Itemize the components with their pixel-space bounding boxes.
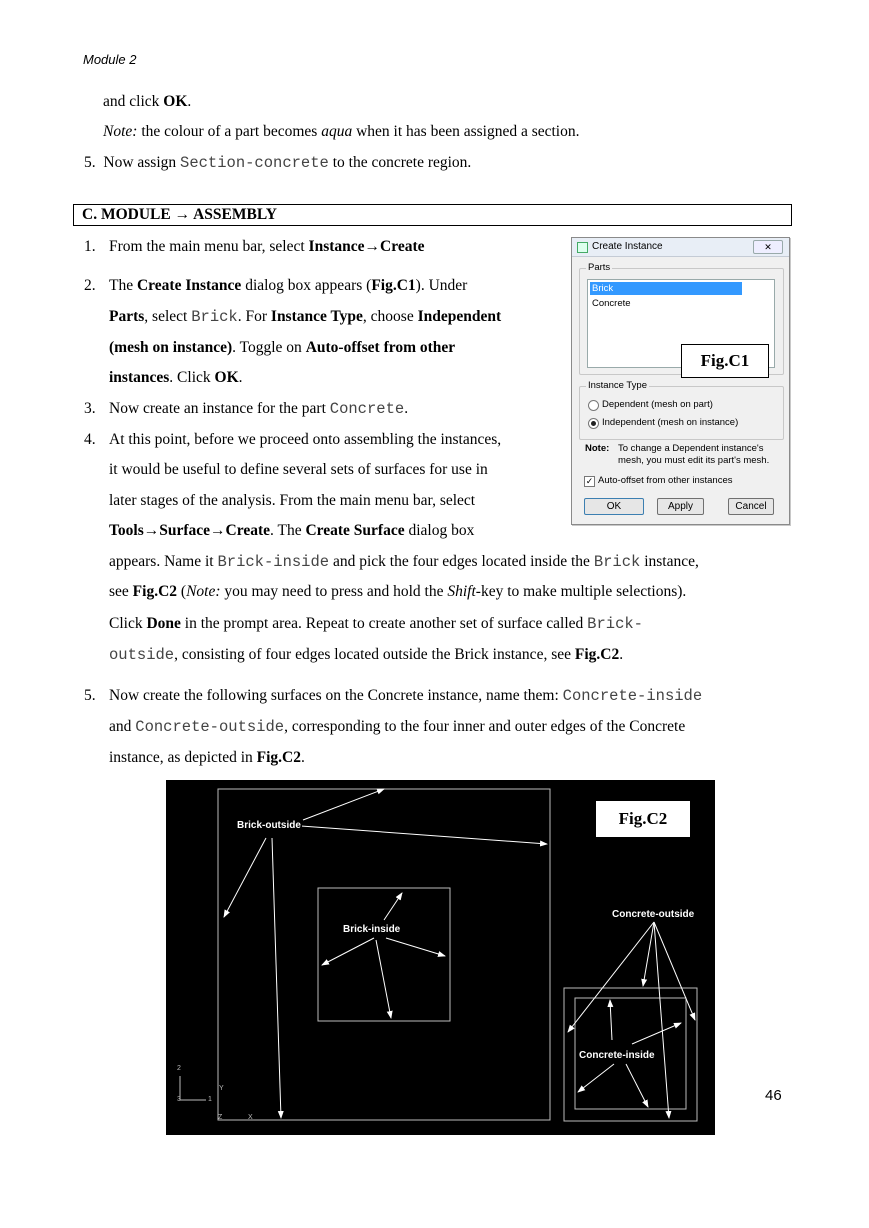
axis-label-1: 1: [208, 1096, 212, 1103]
text: .: [238, 369, 243, 386]
step-number: 3.: [84, 400, 96, 417]
bold-text: Fig.C2: [132, 583, 178, 600]
italic-text: aqua: [321, 123, 353, 140]
bold-text: Independent: [417, 308, 502, 325]
text: -key to make multiple selections).: [475, 583, 687, 600]
bold-text: Fig.C1: [371, 277, 416, 294]
italic-text: Shift: [447, 583, 476, 600]
text: The: [109, 277, 137, 294]
close-button[interactable]: ✕: [753, 240, 783, 254]
bold-text: (mesh on instance): [109, 339, 233, 356]
code-text: Brick-inside: [217, 553, 330, 571]
arrow: [386, 938, 445, 956]
apply-button[interactable]: Apply: [657, 498, 704, 515]
bold-text: Tools→Surface→Create: [109, 522, 271, 539]
axis-label-y: Y: [219, 1085, 224, 1092]
bold-text: Done: [146, 615, 181, 632]
bold-text: Create Surface: [305, 522, 405, 539]
step-5-prev: [84, 154, 471, 172]
arrow: [643, 922, 654, 986]
group-label: Instance Type: [588, 380, 647, 391]
text: , consisting of four edges located outside the Brick instance, see: [174, 646, 575, 663]
text: see: [109, 583, 133, 600]
note-label: Note:: [186, 583, 221, 600]
step-2-line-2: [109, 308, 501, 326]
step-number: 4.: [84, 431, 96, 448]
step-4-line-4: [109, 522, 474, 540]
intro-line: [103, 93, 191, 111]
bold-text: instances: [109, 369, 170, 386]
section-title: C. MODULE → ASSEMBLY: [82, 206, 277, 223]
bold-text: Auto-offset from other: [305, 339, 456, 356]
radio-label: Independent (mesh on instance): [602, 417, 739, 428]
text: in the prompt area. Repeat to create another set of surface called: [180, 615, 588, 632]
bold-text: Fig.C2: [574, 646, 620, 663]
list-item-concrete[interactable]: Concrete: [592, 298, 631, 309]
code-text: Section-concrete: [180, 154, 329, 172]
arrow: [272, 838, 281, 1118]
code-text: Concrete-outside: [135, 718, 285, 736]
step-4-line-6: [109, 583, 686, 601]
text: instance,: [640, 553, 699, 570]
auto-offset-checkbox[interactable]: ✓: [585, 476, 594, 486]
arrow: [224, 838, 266, 917]
bold-text: OK: [214, 369, 239, 386]
page-number: 46: [765, 1087, 782, 1104]
fig-c1-label: Fig.C1: [681, 344, 769, 378]
arrow: [303, 789, 384, 820]
step-2-line-3: [109, 339, 455, 357]
instance-type-group: [579, 380, 784, 440]
axis-label-3: 3: [177, 1096, 181, 1103]
code-text: Brick: [593, 553, 641, 571]
step-4-line-5: [109, 553, 699, 571]
code-text: Concrete: [329, 400, 405, 418]
text: .: [300, 749, 305, 766]
step-5-line-2: [109, 718, 685, 736]
dialog-note-label: Note:: [585, 443, 610, 454]
text: and pick the four edges located inside the: [329, 553, 594, 570]
text: (: [177, 583, 187, 600]
bold-text: Fig.C2: [256, 749, 301, 766]
text: . Click: [169, 369, 215, 386]
arrow: [384, 893, 402, 920]
code-text: Brick-: [587, 615, 643, 633]
text: .: [619, 646, 624, 663]
text: you may need to press and hold the: [220, 583, 448, 600]
arrow: [301, 826, 547, 844]
dialog-note-text: mesh, you must edit its part's mesh.: [618, 455, 770, 466]
brick-outside-label: Brick-outside: [237, 820, 301, 831]
text: Now assign: [103, 154, 181, 171]
text: , corresponding to the four inner and outer edges of the Concrete: [284, 718, 686, 735]
text: Click: [109, 615, 147, 632]
radio-independent[interactable]: [588, 418, 599, 429]
running-header: Module 2: [83, 52, 137, 67]
bold-text: Create Instance: [136, 277, 242, 294]
step-5-line-3: [109, 749, 305, 767]
step-number: 1.: [84, 238, 96, 255]
step-4-line-7: [109, 615, 643, 633]
axis-label-z: Z: [218, 1114, 223, 1121]
arrow: [376, 940, 391, 1018]
dialog-titlebar[interactable]: [572, 238, 789, 257]
concrete-inside-label: Concrete-inside: [579, 1050, 655, 1061]
arrow: [610, 1000, 612, 1040]
bold-text: Instance→Create: [308, 238, 425, 255]
step-2-line-4: [109, 369, 243, 387]
arrow: [322, 938, 374, 965]
code-text: Concrete-inside: [562, 687, 703, 705]
assembly-viewport: [166, 780, 715, 1135]
text: dialog box: [404, 522, 475, 539]
text: ). Under: [415, 277, 468, 294]
text: .: [187, 93, 192, 110]
section-header: [73, 204, 792, 226]
create-instance-dialog: [571, 237, 790, 525]
bold-text: OK: [163, 93, 188, 110]
step-4-line-3: later stages of the analysis. From the main menu bar, select: [109, 492, 476, 509]
text: Now create the following surfaces on the Concrete instance, name them:: [109, 687, 563, 704]
text: , choose: [362, 308, 418, 325]
step-number: 5.: [84, 154, 96, 171]
text: From the main menu bar, select: [109, 238, 309, 255]
text: . For: [237, 308, 271, 325]
radio-dependent[interactable]: [588, 400, 599, 411]
text: dialog box appears (: [241, 277, 372, 294]
brick-inside-label: Brick-inside: [343, 924, 401, 935]
bold-text: Instance Type: [270, 308, 363, 325]
note-line: [103, 123, 580, 141]
text: At this point, before we proceed onto assembling the instances,: [109, 431, 502, 448]
axis-label-2: 2: [177, 1065, 181, 1072]
text: .: [404, 400, 409, 417]
brick-outer-edge: [218, 789, 550, 1120]
text: Now create an instance for the part: [109, 400, 330, 417]
code-text: Brick: [191, 308, 238, 326]
bold-text: Parts: [109, 308, 145, 325]
arrow: [632, 1023, 681, 1044]
step-number: 5.: [84, 687, 96, 704]
brick-inner-edge: [318, 888, 450, 1021]
arrow: [626, 1064, 648, 1107]
checkbox-label: Auto-offset from other instances: [598, 475, 733, 486]
text: . Toggle on: [232, 339, 306, 356]
axis-label-x: X: [248, 1114, 253, 1121]
text: and: [109, 718, 136, 735]
text: . The: [270, 522, 306, 539]
radio-label: Dependent (mesh on part): [602, 399, 713, 410]
ok-button[interactable]: OK: [584, 498, 644, 515]
note-label: Note:: [103, 123, 138, 140]
step-4-line-8: [109, 646, 623, 664]
window-icon: [577, 242, 588, 253]
text: appears. Name it: [109, 553, 218, 570]
list-item-brick[interactable]: Brick: [590, 282, 742, 295]
text: when it has been assigned a section.: [352, 123, 580, 140]
concrete-outside-label: Concrete-outside: [612, 909, 695, 920]
dialog-title: Create Instance: [592, 241, 663, 252]
dialog-note-text: To change a Dependent instance's: [618, 443, 764, 454]
text: to the concrete region.: [328, 154, 472, 171]
text: , select: [144, 308, 192, 325]
code-text: outside: [109, 646, 175, 664]
cancel-button[interactable]: Cancel: [728, 498, 774, 515]
step-number: 2.: [84, 277, 96, 294]
group-label: Parts: [588, 262, 611, 273]
text: the colour of a part becomes: [137, 123, 322, 140]
fig-c2-label: Fig.C2: [595, 800, 691, 838]
arrow: [578, 1064, 614, 1092]
text: and click: [103, 93, 164, 110]
text: instance, as depicted in: [109, 749, 257, 766]
step-4-line-2: it would be useful to define several sets of surfaces for use in: [109, 461, 488, 478]
